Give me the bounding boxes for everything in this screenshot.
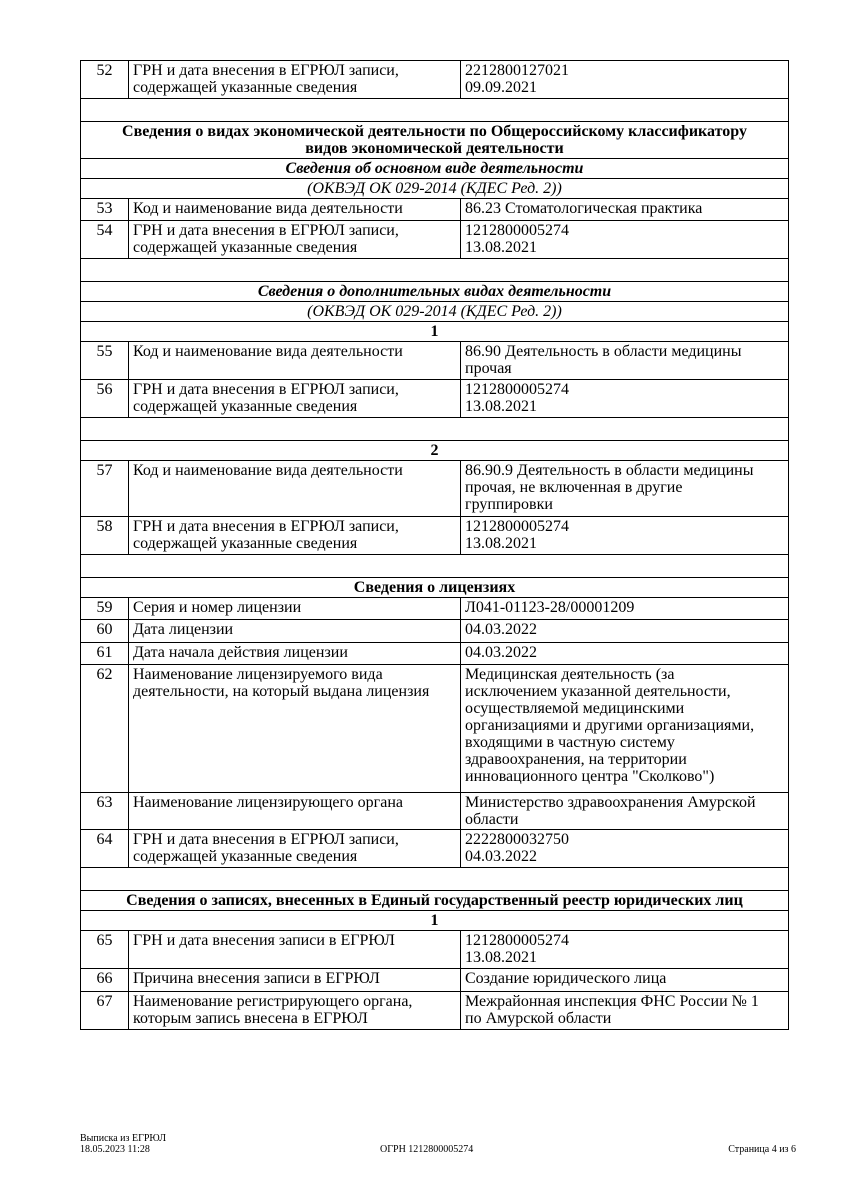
table-row (81, 992, 789, 1030)
spacer-cell (81, 99, 789, 122)
table-row (81, 620, 789, 643)
field-label: ГРН и дата внесения в ЕГРЮЛ записи, содержащей указанные сведения (129, 221, 461, 259)
field-value: 1212800005274 13.08.2021 (461, 517, 789, 555)
field-value: 1212800005274 13.08.2021 (461, 931, 789, 969)
field-label: Серия и номер лицензии (129, 598, 461, 620)
row-number: 66 (81, 969, 129, 992)
egrul-extract-page (80, 60, 788, 1030)
classifier-caption: (ОКВЭД ОК 029-2014 (КДЕС Ред. 2)) (81, 302, 789, 322)
section-heading: Сведения о записях, внесенных в Единый государственный реестр юридических лиц (81, 891, 789, 911)
row-number: 57 (81, 461, 129, 517)
section-heading: Сведения о видах экономической деятельности по Общероссийскому классификатору видов экономической деятельности (81, 122, 789, 159)
entry-index-row (81, 441, 789, 461)
field-value: 86.90.9 Деятельность в области медицины прочая, не включенная в другие группировки (461, 461, 789, 517)
field-value: 1212800005274 13.08.2021 (461, 221, 789, 259)
subsection-heading-row (81, 282, 789, 302)
page-footer (80, 1133, 796, 1157)
field-value: 86.90 Деятельность в области медицины прочая (461, 342, 789, 380)
field-label: ГРН и дата внесения в ЕГРЮЛ записи, содержащей указанные сведения (129, 380, 461, 418)
row-number: 65 (81, 931, 129, 969)
row-number: 53 (81, 199, 129, 221)
spacer-row (81, 259, 789, 282)
row-number: 52 (81, 61, 129, 99)
table-row (81, 969, 789, 992)
field-label: Наименование лицензирующего органа (129, 793, 461, 830)
row-number: 56 (81, 380, 129, 418)
egrul-table (80, 60, 789, 1030)
row-number: 55 (81, 342, 129, 380)
field-label: Наименование лицензируемого вида деятельности, на который выдана лицензия (129, 665, 461, 793)
field-label: Дата начала действия лицензии (129, 643, 461, 665)
table-row (81, 793, 789, 830)
field-value: Создание юридического лица (461, 969, 789, 992)
spacer-cell (81, 555, 789, 578)
row-number: 54 (81, 221, 129, 259)
footer-document-info: Выписка из ЕГРЮЛ 18.05.2023 11:28 (80, 1133, 166, 1155)
row-number: 61 (81, 643, 129, 665)
field-label: Код и наименование вида деятельности (129, 342, 461, 380)
row-number: 67 (81, 992, 129, 1030)
field-value: 2222800032750 04.03.2022 (461, 830, 789, 868)
row-number: 62 (81, 665, 129, 793)
row-number: 58 (81, 517, 129, 555)
footer-ogrn: ОГРН 1212800005274 (380, 1144, 474, 1155)
table-row (81, 221, 789, 259)
table-row (81, 598, 789, 620)
section-heading-row (81, 578, 789, 598)
row-number: 63 (81, 793, 129, 830)
field-label: ГРН и дата внесения в ЕГРЮЛ записи, содержащей указанные сведения (129, 61, 461, 99)
spacer-row (81, 555, 789, 578)
table-row (81, 830, 789, 868)
classifier-caption: (ОКВЭД ОК 029-2014 (КДЕС Ред. 2)) (81, 179, 789, 199)
field-value: Межрайонная инспекция ФНС России № 1 по Амурской области (461, 992, 789, 1030)
field-label: Код и наименование вида деятельности (129, 461, 461, 517)
field-value: Л041-01123-28/00001209 (461, 598, 789, 620)
field-value: 2212800127021 09.09.2021 (461, 61, 789, 99)
field-value: Министерство здравоохранения Амурской области (461, 793, 789, 830)
table-row (81, 643, 789, 665)
field-value: 86.23 Стоматологическая практика (461, 199, 789, 221)
entry-index-row (81, 911, 789, 931)
table-row (81, 199, 789, 221)
entry-index: 1 (81, 911, 789, 931)
table-row (81, 342, 789, 380)
footer-page-number: Страница 4 из 6 (728, 1144, 796, 1155)
section-heading-row (81, 891, 789, 911)
table-row (81, 461, 789, 517)
field-label: Наименование регистрирующего органа, которым запись внесена в ЕГРЮЛ (129, 992, 461, 1030)
field-value: 04.03.2022 (461, 620, 789, 643)
subsection-heading-row (81, 159, 789, 179)
spacer-row (81, 418, 789, 441)
table-row (81, 665, 789, 793)
spacer-cell (81, 868, 789, 891)
classifier-caption-row (81, 302, 789, 322)
field-label: ГРН и дата внесения записи в ЕГРЮЛ (129, 931, 461, 969)
spacer-row (81, 868, 789, 891)
section-heading-row (81, 122, 789, 159)
field-value: 1212800005274 13.08.2021 (461, 380, 789, 418)
row-number: 64 (81, 830, 129, 868)
field-value: Медицинская деятельность (за исключением указанной деятельности, осуществляемой медицинскими организациями и другими организациями, входящими в частную систему здравоохранения, на территории инновационного центра "Сколково") (461, 665, 789, 793)
entry-index-row (81, 322, 789, 342)
spacer-cell (81, 259, 789, 282)
entry-index: 2 (81, 441, 789, 461)
entry-index: 1 (81, 322, 789, 342)
row-number: 59 (81, 598, 129, 620)
table-row (81, 380, 789, 418)
spacer-cell (81, 418, 789, 441)
classifier-caption-row (81, 179, 789, 199)
table-row (81, 517, 789, 555)
subsection-heading: Сведения о дополнительных видах деятельности (81, 282, 789, 302)
section-heading: Сведения о лицензиях (81, 578, 789, 598)
field-label: Причина внесения записи в ЕГРЮЛ (129, 969, 461, 992)
subsection-heading: Сведения об основном виде деятельности (81, 159, 789, 179)
table-row (81, 931, 789, 969)
spacer-row (81, 99, 789, 122)
field-label: ГРН и дата внесения в ЕГРЮЛ записи, содержащей указанные сведения (129, 830, 461, 868)
egrul-table-body (81, 61, 789, 1030)
field-label: ГРН и дата внесения в ЕГРЮЛ записи, содержащей указанные сведения (129, 517, 461, 555)
field-label: Дата лицензии (129, 620, 461, 643)
field-value: 04.03.2022 (461, 643, 789, 665)
row-number: 60 (81, 620, 129, 643)
field-label: Код и наименование вида деятельности (129, 199, 461, 221)
table-row (81, 61, 789, 99)
